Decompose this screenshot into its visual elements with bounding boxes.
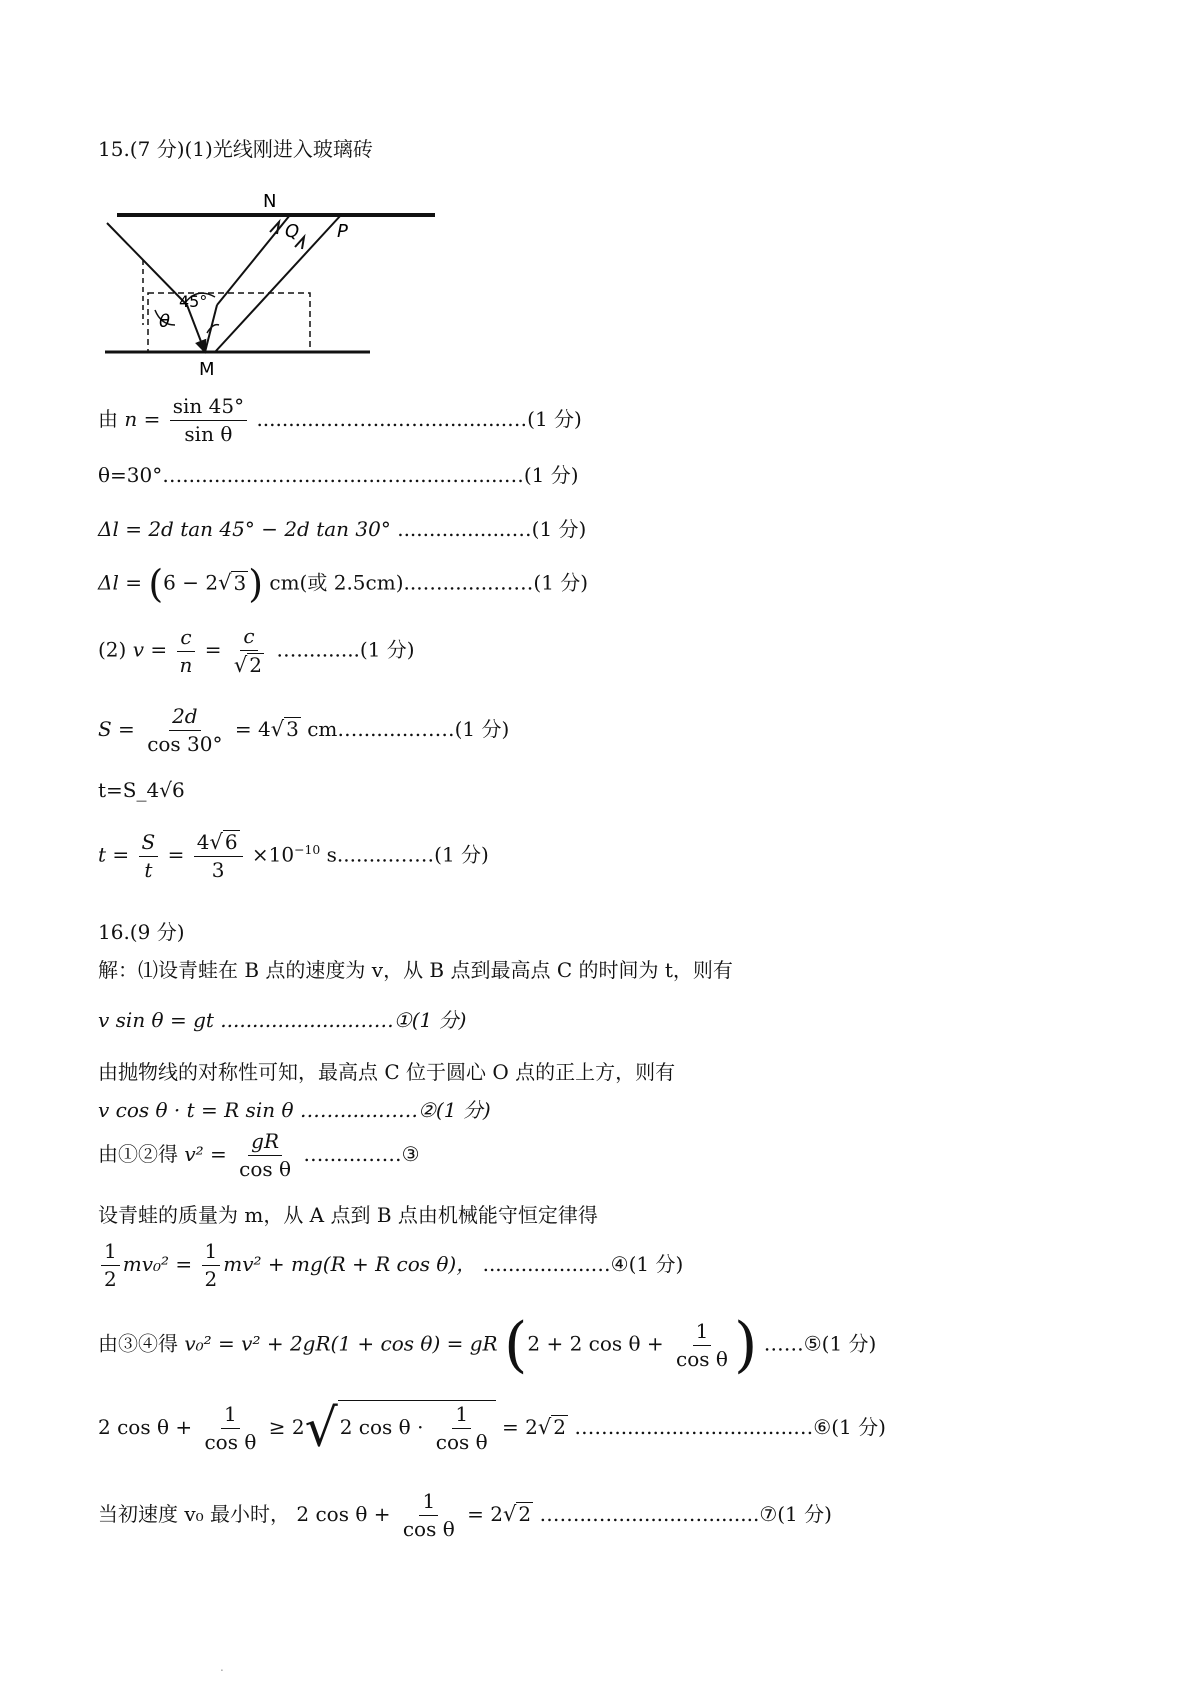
- q15-header: 15.(7 分)(1)光线刚进入玻璃砖: [98, 137, 373, 161]
- rhs: = 2: [502, 1415, 538, 1439]
- fraction-2: [433, 1403, 491, 1454]
- fraction-2: [194, 830, 243, 882]
- expr: v₀² = v² + 2gR(1 + cos θ) = gR: [184, 1331, 498, 1356]
- lhs: v² =: [184, 1142, 227, 1166]
- label-45: 45°: [179, 292, 208, 311]
- left-paren: (: [148, 562, 164, 606]
- rhs: = 4: [234, 717, 271, 741]
- incident-ray: [107, 223, 187, 305]
- denominator: cos 30°: [147, 732, 223, 756]
- lhs: v =: [132, 637, 168, 662]
- fraction: [673, 1320, 731, 1371]
- q16-eq1: v sin θ = gt .....................……①(1 分): [98, 1008, 467, 1032]
- lhs: 2 cos θ +: [296, 1502, 391, 1526]
- label-Q: Q: [285, 221, 300, 242]
- q15-stray-text: t=S_4√6: [98, 778, 185, 802]
- q16-header: 16.(9 分): [98, 920, 185, 944]
- numerator: sin 45°: [170, 395, 247, 421]
- fraction-1: [139, 831, 159, 882]
- score-tail: .................…④(1 分): [482, 1252, 684, 1276]
- term-1: mv₀² =: [122, 1252, 193, 1276]
- label-N: N: [263, 191, 277, 212]
- q16-eq4: [98, 1240, 683, 1291]
- score-tail: ..................…(1 分): [390, 517, 587, 541]
- numerator: c: [177, 626, 194, 652]
- arrow-Q: [270, 222, 279, 234]
- numerator: S: [139, 831, 159, 857]
- lhs: n =: [124, 407, 161, 431]
- glass-brick-outline: [148, 293, 310, 352]
- denominator: √ 2: [233, 653, 262, 677]
- score-tail: cm….........……(1 分): [307, 717, 510, 741]
- q16-eq6: 2 cos θ + $\frac{1}{\text{cos θ}}$ ≥ 2√ 2 cos θ · $\frac{1}{\text{cos θ}}$ = 2√ 2 ……...........…..............…⑥(1 分): [98, 1398, 886, 1459]
- score-tail: ……..…...........….........⑦(1 分): [539, 1502, 832, 1526]
- prefix: 当初速度 v₀ 最小时，: [98, 1502, 291, 1526]
- numerator: 1: [693, 1320, 712, 1346]
- left-paren: (: [503, 1310, 528, 1380]
- term-2: mv² + mg(R + R cos θ)，: [223, 1252, 477, 1276]
- q15-eq1: [98, 395, 582, 446]
- denominator: sin θ: [184, 422, 233, 446]
- q16-eq5: [98, 1310, 877, 1380]
- numerator: c: [240, 625, 257, 651]
- radicand: 2 cos θ · $\frac{1}{\text{cos θ}}$: [338, 1400, 496, 1454]
- fraction: [400, 1490, 458, 1541]
- radicand: 3: [286, 717, 299, 741]
- radical-sign: √: [218, 570, 232, 595]
- refraction-diagram: [95, 175, 455, 380]
- denominator: 2: [204, 1267, 218, 1291]
- q15-eq2: θ=30°…..............…......…......…......…......…(1 分): [98, 463, 579, 487]
- fraction-2: [231, 625, 267, 677]
- exponent: −10: [294, 841, 321, 857]
- numerator: 1: [419, 1490, 438, 1516]
- denominator: cos θ: [435, 1430, 488, 1454]
- numerator: 2d: [169, 705, 201, 731]
- expr: Δl = 2d tan 45° − 2d tan 30°: [98, 517, 391, 541]
- label-P: P: [337, 221, 348, 242]
- radicand: 6: [224, 830, 238, 854]
- denominator: cos θ: [239, 1157, 292, 1181]
- lhs: S =: [98, 717, 135, 741]
- q16-eq2: v cos θ · t = R sin θ ……......……②(1 分): [98, 1098, 491, 1122]
- denominator: n: [179, 652, 193, 677]
- q16-intro: 解：⑴设青蛙在 B 点的速度为 v，从 B 点到最高点 C 的时间为 t，则有: [98, 958, 733, 982]
- denominator: t: [144, 857, 153, 882]
- q15-eq6: S = $\frac{2d}{\cos 30^\circ}$ = 4√ 3 cm….........……(1 分): [98, 704, 510, 756]
- q16-text2: 由抛物线的对称性可知，最高点 C 位于圆心 O 点的正上方，则有: [98, 1060, 676, 1084]
- score-tail: ……⑤(1 分): [763, 1331, 877, 1356]
- score-tail: …......……③: [303, 1142, 420, 1166]
- score-tail: s.........……(1 分): [326, 842, 489, 867]
- right-paren: ): [733, 1310, 758, 1380]
- denominator: cos θ: [204, 1430, 257, 1454]
- inner: 2 + 2 cos θ +: [527, 1331, 664, 1356]
- inner: 6 − 2: [163, 570, 219, 595]
- prefix: (2): [98, 637, 127, 662]
- q16-eq3: [98, 1130, 420, 1181]
- radicand: 3: [233, 570, 247, 595]
- numerator: 4√ 6: [194, 830, 243, 857]
- rhs: = 2: [467, 1502, 503, 1526]
- ge: ≥ 2: [268, 1415, 305, 1439]
- denominator: 3: [211, 858, 225, 883]
- fraction: [236, 1130, 294, 1181]
- score-tail: ……...........…..............…⑥(1 分): [574, 1415, 886, 1439]
- score-tail: …..........(1 分): [276, 637, 415, 662]
- q16-eq7: 当初速度 v₀ 最小时， 2 cos θ + $\frac{1}{\text{cos θ}}$ = 2√ 2 ……..…...........….........⑦(1 分): [98, 1489, 832, 1541]
- numerator: 1: [101, 1240, 120, 1266]
- lhs: t =: [98, 842, 130, 867]
- q15-eq5: [98, 625, 415, 677]
- q15-eq7: [98, 830, 489, 882]
- lhs: 2 cos θ +: [98, 1415, 193, 1439]
- denominator: cos θ: [676, 1346, 728, 1371]
- rhs: ×10: [251, 842, 295, 867]
- numerator: 1: [221, 1403, 240, 1429]
- lhs: Δl =: [98, 570, 142, 595]
- radical-sign: √: [304, 1398, 338, 1459]
- half-1: [101, 1240, 120, 1291]
- numerator: 1: [202, 1240, 221, 1266]
- radicand: 2: [518, 1502, 532, 1526]
- denominator: 2: [104, 1267, 117, 1291]
- ray-to-Q: [217, 215, 290, 305]
- numerator: 1: [452, 1403, 471, 1429]
- footer-mark: .: [220, 1660, 224, 1674]
- q15-eq4: [98, 562, 589, 606]
- radicand: 2: [249, 653, 262, 677]
- label-theta: θ: [159, 311, 171, 332]
- equals: =: [204, 637, 222, 662]
- fraction-1: [176, 626, 195, 677]
- q16-text4: 设青蛙的质量为 m，从 A 点到 B 点由机械能守恒定律得: [98, 1203, 598, 1227]
- q15-eq3: [98, 517, 586, 541]
- equals: =: [167, 842, 185, 867]
- prefix: 由③④得: [98, 1331, 178, 1356]
- radicand-2: 2: [553, 1415, 567, 1439]
- angle-arc-out: [207, 325, 219, 333]
- score-tail: cm(或 2.5cm)...…........……(1 分): [269, 570, 589, 595]
- score-tail: ............…….....….............…(1 分): [256, 407, 582, 431]
- prefix: 由①②得: [98, 1142, 178, 1166]
- fraction-1: [201, 1403, 259, 1454]
- prefix: 由: [98, 407, 118, 431]
- right-paren: ): [248, 562, 264, 606]
- denominator: cos θ: [402, 1517, 455, 1541]
- numerator: gR: [248, 1130, 282, 1156]
- fraction: [144, 705, 225, 756]
- refracted-ray-in: [187, 305, 205, 352]
- fraction: [170, 395, 247, 446]
- label-M: M: [199, 359, 215, 380]
- half-2: [202, 1240, 221, 1291]
